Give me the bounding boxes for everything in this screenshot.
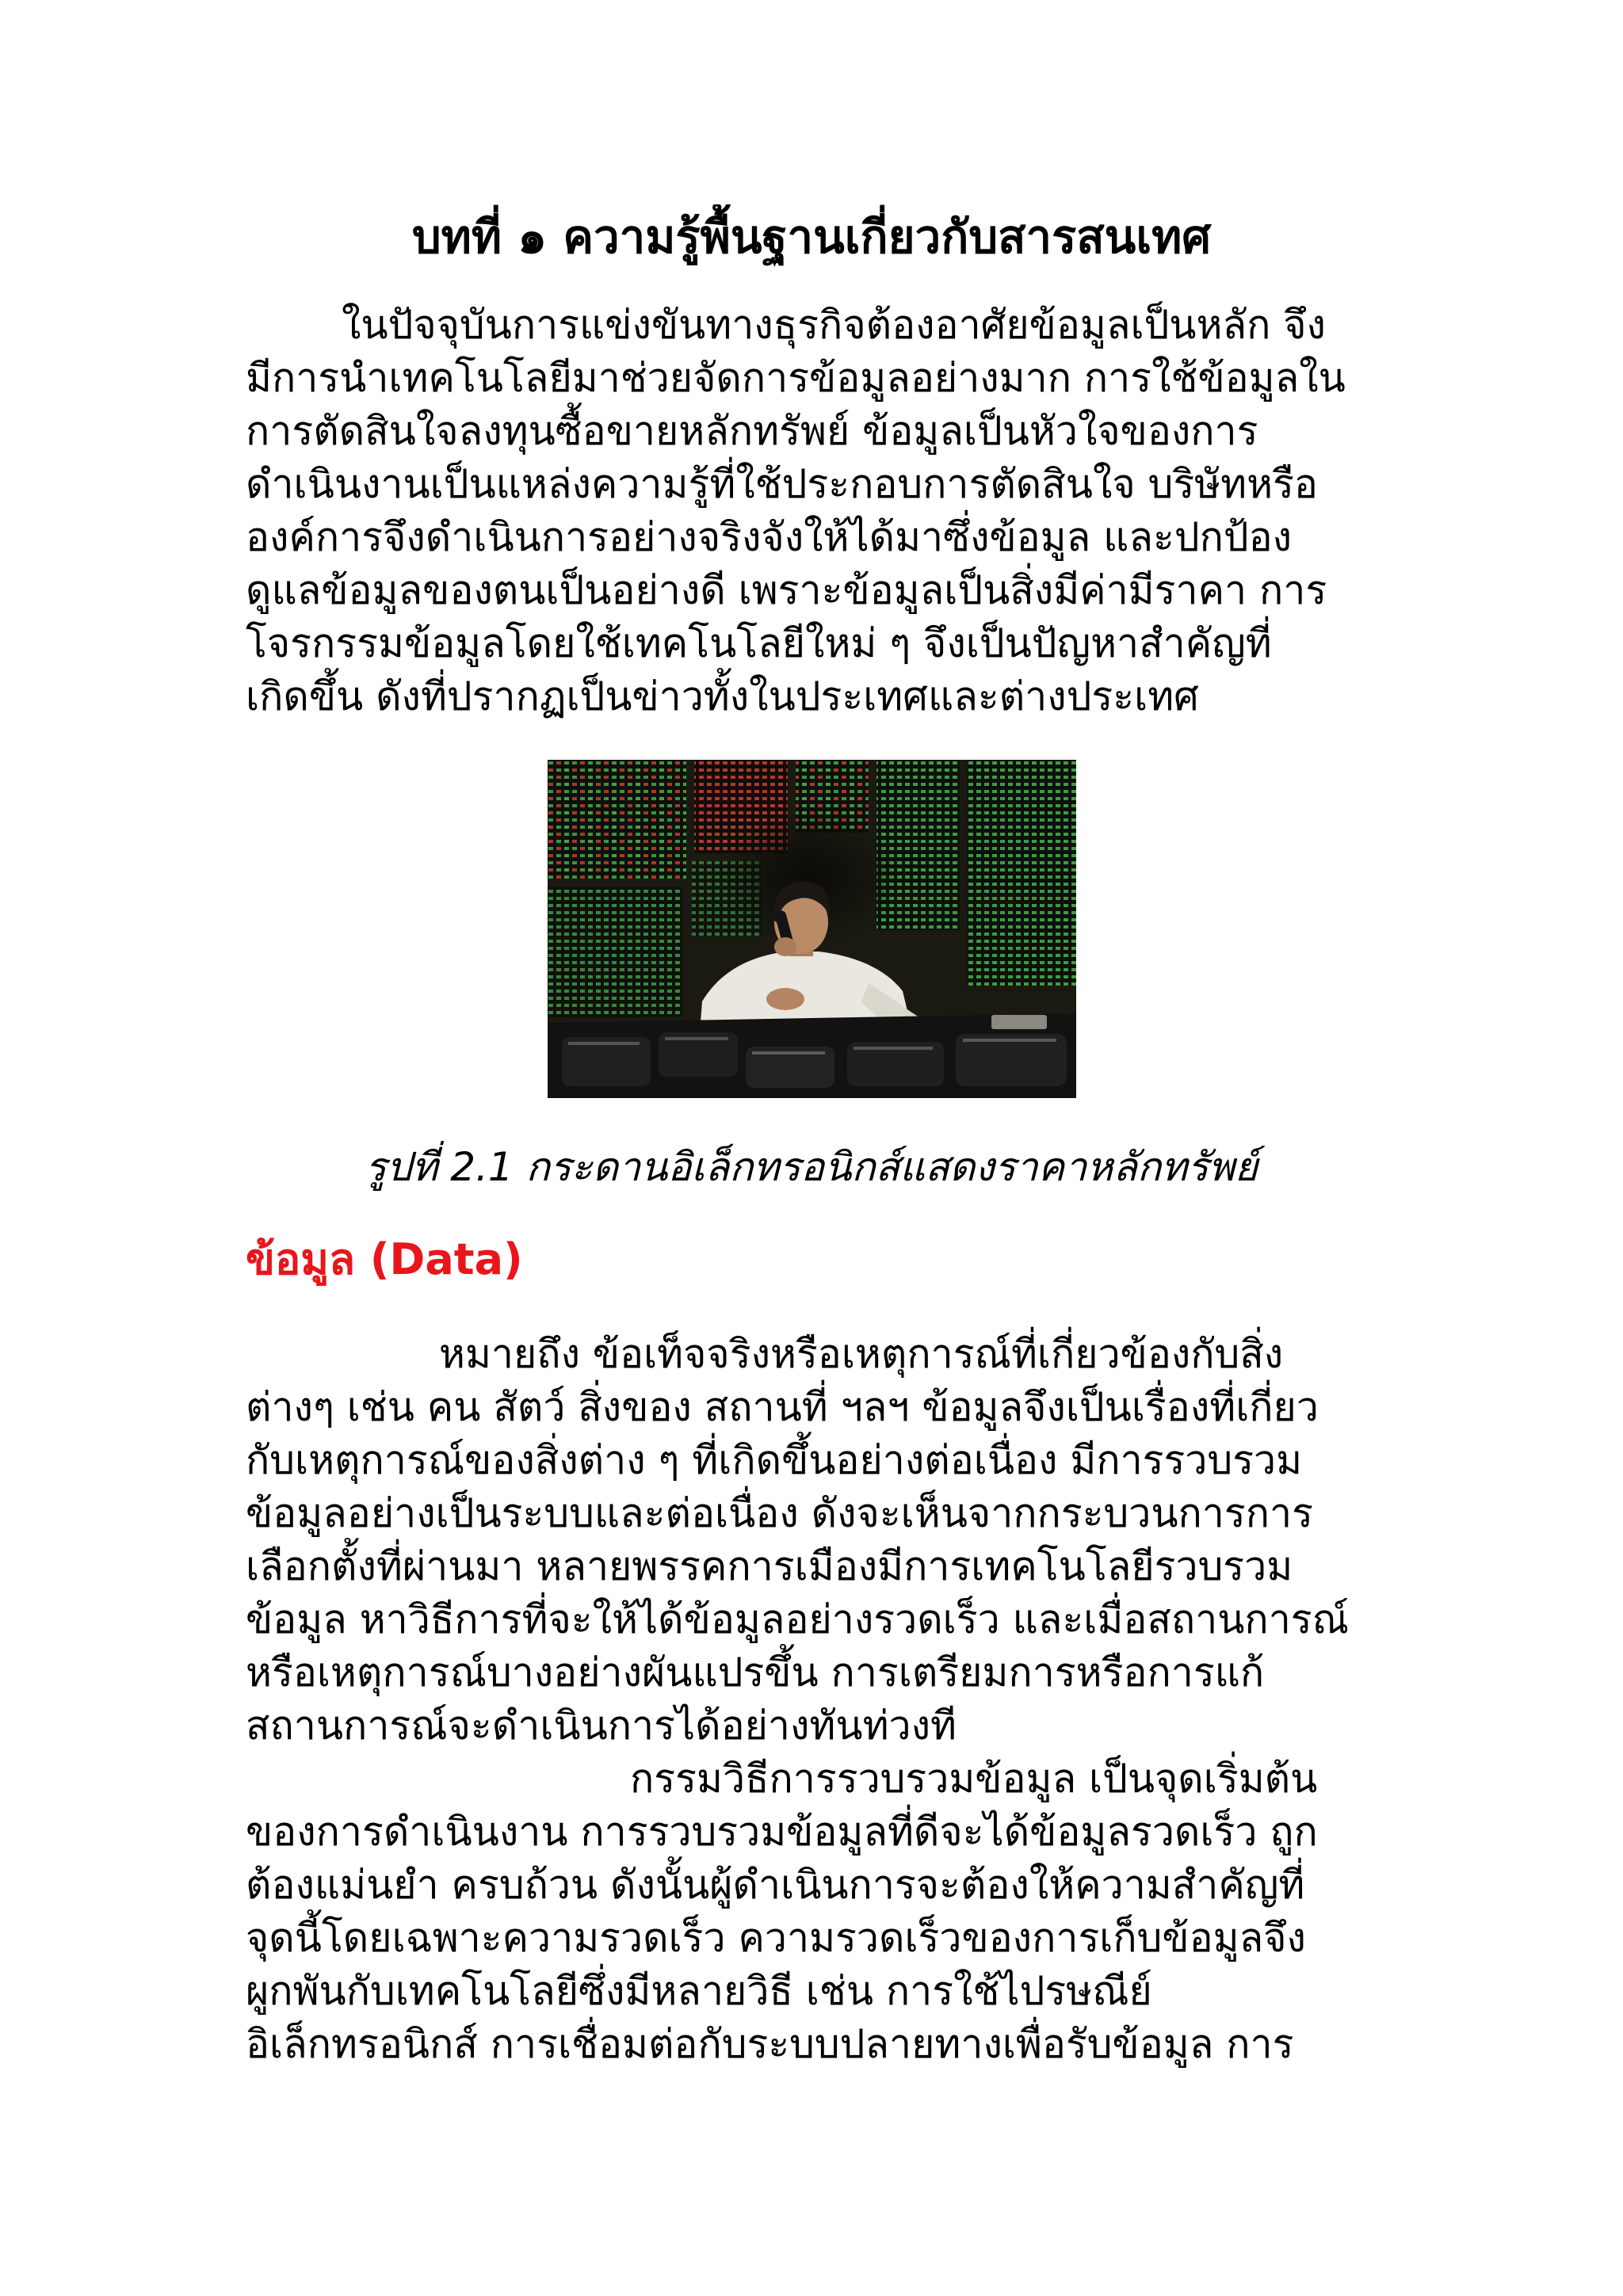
paragraph-line: ผูกพันกับเทคโนโลยีซึ่งมีหลายวิธี เช่น การใช้ไปรษณีย์ bbox=[246, 1968, 1152, 2014]
data-collection-paragraph bbox=[246, 1753, 1387, 2071]
paragraph-line: ข้อมูลอย่างเป็นระบบและต่อเนื่อง ดังจะเห็นจากกระบวนการการ bbox=[246, 1490, 1313, 1536]
paragraph-line: เกิดขึ้น ดังที่ปรากฏเป็นข่าวทั้งในประเทศและต่างประเทศ bbox=[246, 673, 1199, 719]
paragraph-line: ดูแลข้อมูลของตนเป็นอย่างดี เพราะข้อมูลเป็นสิ่งมีค่ามีราคา การ bbox=[246, 567, 1327, 613]
section-heading: ข้อมูล (Data) bbox=[246, 1234, 523, 1284]
paragraph-line: ข้อมูล หาวิธีการที่จะให้ได้ข้อมูลอย่างรวดเร็ว และเมื่อสถานการณ์ bbox=[246, 1596, 1350, 1642]
section-body bbox=[246, 1328, 1387, 2071]
paragraph-line: กรรมวิธีการรวบรวมข้อมูล เป็นจุดเริ่มต้น bbox=[630, 1756, 1318, 1802]
paragraph-line: มีการนำเทคโนโลยีมาช่วยจัดการข้อมูลอย่างมาก การใช้ข้อมูลใน bbox=[246, 355, 1346, 401]
figure-caption: รูปที่ 2.1 กระดานอิเล็กทรอนิกส์แสดงราคาหลักทรัพย์ bbox=[365, 1144, 1258, 1190]
paragraph-line: การตัดสินใจลงทุนซื้อขายหลักทรัพย์ ข้อมูลเป็นหัวใจของการ bbox=[246, 408, 1258, 454]
chapter-title: บทที่ ๑ ความรู้พื้นฐานเกี่ยวกับสารสนเทศ bbox=[411, 210, 1212, 264]
paragraph-line: หมายถึง ข้อเท็จจริงหรือเหตุการณ์ที่เกี่ยวข้องกับสิ่ง bbox=[439, 1331, 1284, 1377]
paragraph-line: กับเหตุการณ์ของสิ่งต่าง ๆ ที่เกิดขึ้นอย่างต่อเนื่อง มีการรวบรวม bbox=[246, 1437, 1303, 1483]
telephone-desk bbox=[548, 1013, 1076, 1098]
paragraph-line: โจรกรรมข้อมูลโดยใช้เทคโนโลยีใหม่ ๆ จึงเป็นปัญหาสำคัญที่ bbox=[246, 620, 1272, 666]
paragraph-line: อิเล็กทรอนิกส์ การเชื่อมต่อกับระบบปลายทางเพื่อรับข้อมูล การ bbox=[246, 2021, 1294, 2067]
paragraph-line: ของการดำเนินงาน การรวบรวมข้อมูลที่ดีจะได้ข้อมูลรวดเร็ว ถูก bbox=[246, 1809, 1318, 1855]
paragraph-line: เลือกตั้งที่ผ่านมา หลายพรรคการเมืองมีการเทคโนโลยีรวบรวม bbox=[246, 1543, 1293, 1589]
paragraph-line: องค์การจึงดำเนินการอย่างจริงจังให้ได้มาซึ่งข้อมูล และปกป้อง bbox=[246, 514, 1293, 560]
paragraph-line: ในปัจจุบันการแข่งขันทางธุรกิจต้องอาศัยข้อมูลเป็นหลัก จึง bbox=[342, 302, 1326, 348]
paragraph-line: ต่างๆ เช่น คน สัตว์ สิ่งของ สถานที่ ฯลฯ ข้อมูลจึงเป็นเรื่องที่เกี่ยว bbox=[246, 1384, 1319, 1430]
paragraph-line: จุดนี้โดยเฉพาะความรวดเร็ว ความรวดเร็วของการเก็บข้อมูลจึง bbox=[246, 1915, 1306, 1961]
paragraph-line: สถานการณ์จะดำเนินการได้อย่างทันท่วงที bbox=[246, 1703, 957, 1749]
paragraph-line: หรือเหตุการณ์บางอย่างผันแปรขึ้น การเตรียมการหรือการแก้ bbox=[246, 1650, 1265, 1695]
intro-paragraph bbox=[246, 299, 1387, 723]
paragraph-line: ดำเนินงานเป็นแหล่งความรู้ที่ใช้ประกอบการตัดสินใจ บริษัทหรือ bbox=[246, 461, 1318, 507]
stock-board-photo bbox=[548, 760, 1076, 1098]
data-definition-paragraph bbox=[246, 1328, 1387, 1753]
paragraph-line: ต้องแม่นยำ ครบถ้วน ดังนั้นผู้ดำเนินการจะต้องให้ความสำคัญที่ bbox=[246, 1862, 1305, 1908]
